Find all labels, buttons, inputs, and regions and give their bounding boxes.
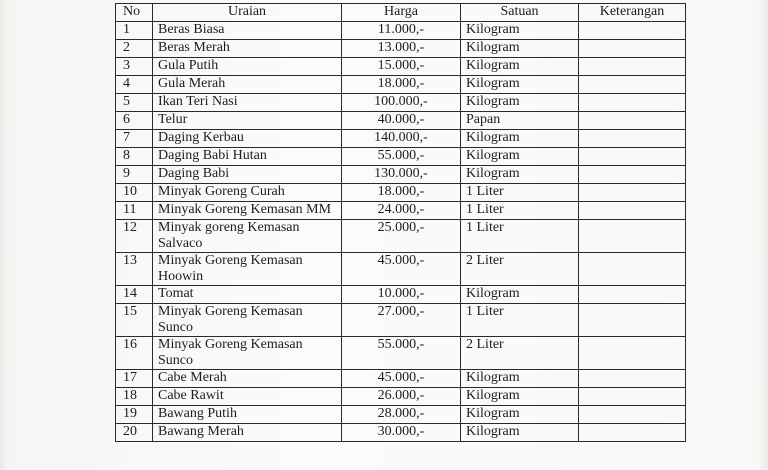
- cell-satuan: Kilogram: [461, 58, 579, 76]
- table-row: [116, 148, 686, 166]
- table-row: [116, 337, 686, 370]
- cell-no: 19: [116, 406, 153, 424]
- cell-uraian: Beras Biasa: [153, 22, 342, 40]
- cell-harga: 28.000,-: [342, 406, 461, 424]
- cell-keterangan: [579, 370, 686, 388]
- cell-satuan: Kilogram: [461, 424, 579, 442]
- cell-harga: 100.000,-: [342, 94, 461, 112]
- cell-harga: 45.000,-: [342, 253, 461, 286]
- cell-harga: 30.000,-: [342, 424, 461, 442]
- cell-satuan: Kilogram: [461, 370, 579, 388]
- table-row: [116, 184, 686, 202]
- cell-keterangan: [579, 337, 686, 370]
- header-keterangan: Keterangan: [579, 4, 686, 22]
- cell-harga: 18.000,-: [342, 184, 461, 202]
- table-row: [116, 304, 686, 337]
- cell-no: 8: [116, 148, 153, 166]
- header-harga: Harga: [342, 4, 461, 22]
- cell-satuan: Kilogram: [461, 286, 579, 304]
- table-row: [116, 76, 686, 94]
- cell-satuan: 1 Liter: [461, 202, 579, 220]
- table-row: [116, 112, 686, 130]
- table-row: [116, 424, 686, 442]
- cell-keterangan: [579, 166, 686, 184]
- cell-uraian: Daging Kerbau: [153, 130, 342, 148]
- table-row: [116, 220, 686, 253]
- cell-uraian: Gula Putih: [153, 58, 342, 76]
- cell-harga: 11.000,-: [342, 22, 461, 40]
- cell-keterangan: [579, 406, 686, 424]
- cell-satuan: Kilogram: [461, 406, 579, 424]
- cell-satuan: Kilogram: [461, 22, 579, 40]
- cell-uraian: Telur: [153, 112, 342, 130]
- cell-harga: 40.000,-: [342, 112, 461, 130]
- cell-uraian: Minyak Goreng Kemasan Sunco: [153, 304, 342, 337]
- cell-uraian: Gula Merah: [153, 76, 342, 94]
- cell-no: 1: [116, 22, 153, 40]
- cell-keterangan: [579, 148, 686, 166]
- table-row: [116, 406, 686, 424]
- cell-satuan: 2 Liter: [461, 337, 579, 370]
- table-row: [116, 58, 686, 76]
- cell-harga: 27.000,-: [342, 304, 461, 337]
- cell-harga: 18.000,-: [342, 76, 461, 94]
- scan-shadow-left: [0, 0, 6, 470]
- cell-uraian: Ikan Teri Nasi: [153, 94, 342, 112]
- table-row: [116, 202, 686, 220]
- cell-satuan: 1 Liter: [461, 184, 579, 202]
- cell-harga: 26.000,-: [342, 388, 461, 406]
- cell-keterangan: [579, 286, 686, 304]
- cell-satuan: Kilogram: [461, 40, 579, 58]
- cell-keterangan: [579, 202, 686, 220]
- header-satuan: Satuan: [461, 4, 579, 22]
- cell-satuan: Kilogram: [461, 94, 579, 112]
- cell-keterangan: [579, 253, 686, 286]
- cell-uraian: Minyak Goreng Kemasan MM: [153, 202, 342, 220]
- cell-no: 6: [116, 112, 153, 130]
- cell-satuan: Kilogram: [461, 166, 579, 184]
- cell-satuan: 2 Liter: [461, 253, 579, 286]
- cell-harga: 10.000,-: [342, 286, 461, 304]
- table-row: [116, 94, 686, 112]
- cell-no: 10: [116, 184, 153, 202]
- cell-uraian: Bawang Putih: [153, 406, 342, 424]
- cell-harga: 55.000,-: [342, 337, 461, 370]
- cell-harga: 15.000,-: [342, 58, 461, 76]
- header-uraian: Uraian: [153, 4, 342, 22]
- cell-uraian: Minyak goreng Kemasan Salvaco: [153, 220, 342, 253]
- cell-no: 13: [116, 253, 153, 286]
- table-row: [116, 22, 686, 40]
- cell-keterangan: [579, 304, 686, 337]
- cell-keterangan: [579, 388, 686, 406]
- cell-keterangan: [579, 184, 686, 202]
- cell-no: 16: [116, 337, 153, 370]
- cell-harga: 130.000,-: [342, 166, 461, 184]
- cell-uraian: Daging Babi Hutan: [153, 148, 342, 166]
- cell-keterangan: [579, 220, 686, 253]
- table-row: [116, 40, 686, 58]
- cell-uraian: Cabe Rawit: [153, 388, 342, 406]
- table-body: [116, 22, 686, 442]
- cell-no: 17: [116, 370, 153, 388]
- cell-satuan: Kilogram: [461, 130, 579, 148]
- cell-keterangan: [579, 40, 686, 58]
- cell-harga: 45.000,-: [342, 370, 461, 388]
- table-row: [116, 370, 686, 388]
- cell-no: 11: [116, 202, 153, 220]
- cell-satuan: Kilogram: [461, 148, 579, 166]
- cell-no: 20: [116, 424, 153, 442]
- table-row: [116, 253, 686, 286]
- cell-satuan: 1 Liter: [461, 304, 579, 337]
- table-header-row: [116, 4, 686, 22]
- cell-keterangan: [579, 112, 686, 130]
- cell-uraian: Minyak Goreng Kemasan Sunco: [153, 337, 342, 370]
- cell-keterangan: [579, 424, 686, 442]
- cell-satuan: Kilogram: [461, 388, 579, 406]
- cell-satuan: 1 Liter: [461, 220, 579, 253]
- table-row: [116, 286, 686, 304]
- cell-no: 3: [116, 58, 153, 76]
- cell-keterangan: [579, 22, 686, 40]
- cell-harga: 24.000,-: [342, 202, 461, 220]
- cell-uraian: Beras Merah: [153, 40, 342, 58]
- cell-no: 15: [116, 304, 153, 337]
- cell-no: 2: [116, 40, 153, 58]
- cell-keterangan: [579, 76, 686, 94]
- cell-no: 7: [116, 130, 153, 148]
- cell-satuan: Papan: [461, 112, 579, 130]
- cell-harga: 25.000,-: [342, 220, 461, 253]
- table-row: [116, 166, 686, 184]
- cell-no: 9: [116, 166, 153, 184]
- cell-uraian: Minyak Goreng Kemasan Hoowin: [153, 253, 342, 286]
- cell-uraian: Tomat: [153, 286, 342, 304]
- cell-keterangan: [579, 94, 686, 112]
- cell-no: 12: [116, 220, 153, 253]
- cell-uraian: Bawang Merah: [153, 424, 342, 442]
- cell-no: 5: [116, 94, 153, 112]
- cell-no: 4: [116, 76, 153, 94]
- cell-uraian: Daging Babi: [153, 166, 342, 184]
- scan-shadow-right: [758, 0, 768, 470]
- cell-keterangan: [579, 130, 686, 148]
- price-table: [115, 3, 686, 442]
- cell-no: 14: [116, 286, 153, 304]
- cell-uraian: Minyak Goreng Curah: [153, 184, 342, 202]
- cell-uraian: Cabe Merah: [153, 370, 342, 388]
- cell-harga: 13.000,-: [342, 40, 461, 58]
- cell-satuan: Kilogram: [461, 76, 579, 94]
- header-no: No: [116, 4, 153, 22]
- table-row: [116, 130, 686, 148]
- cell-no: 18: [116, 388, 153, 406]
- cell-harga: 55.000,-: [342, 148, 461, 166]
- cell-harga: 140.000,-: [342, 130, 461, 148]
- cell-keterangan: [579, 58, 686, 76]
- table-row: [116, 388, 686, 406]
